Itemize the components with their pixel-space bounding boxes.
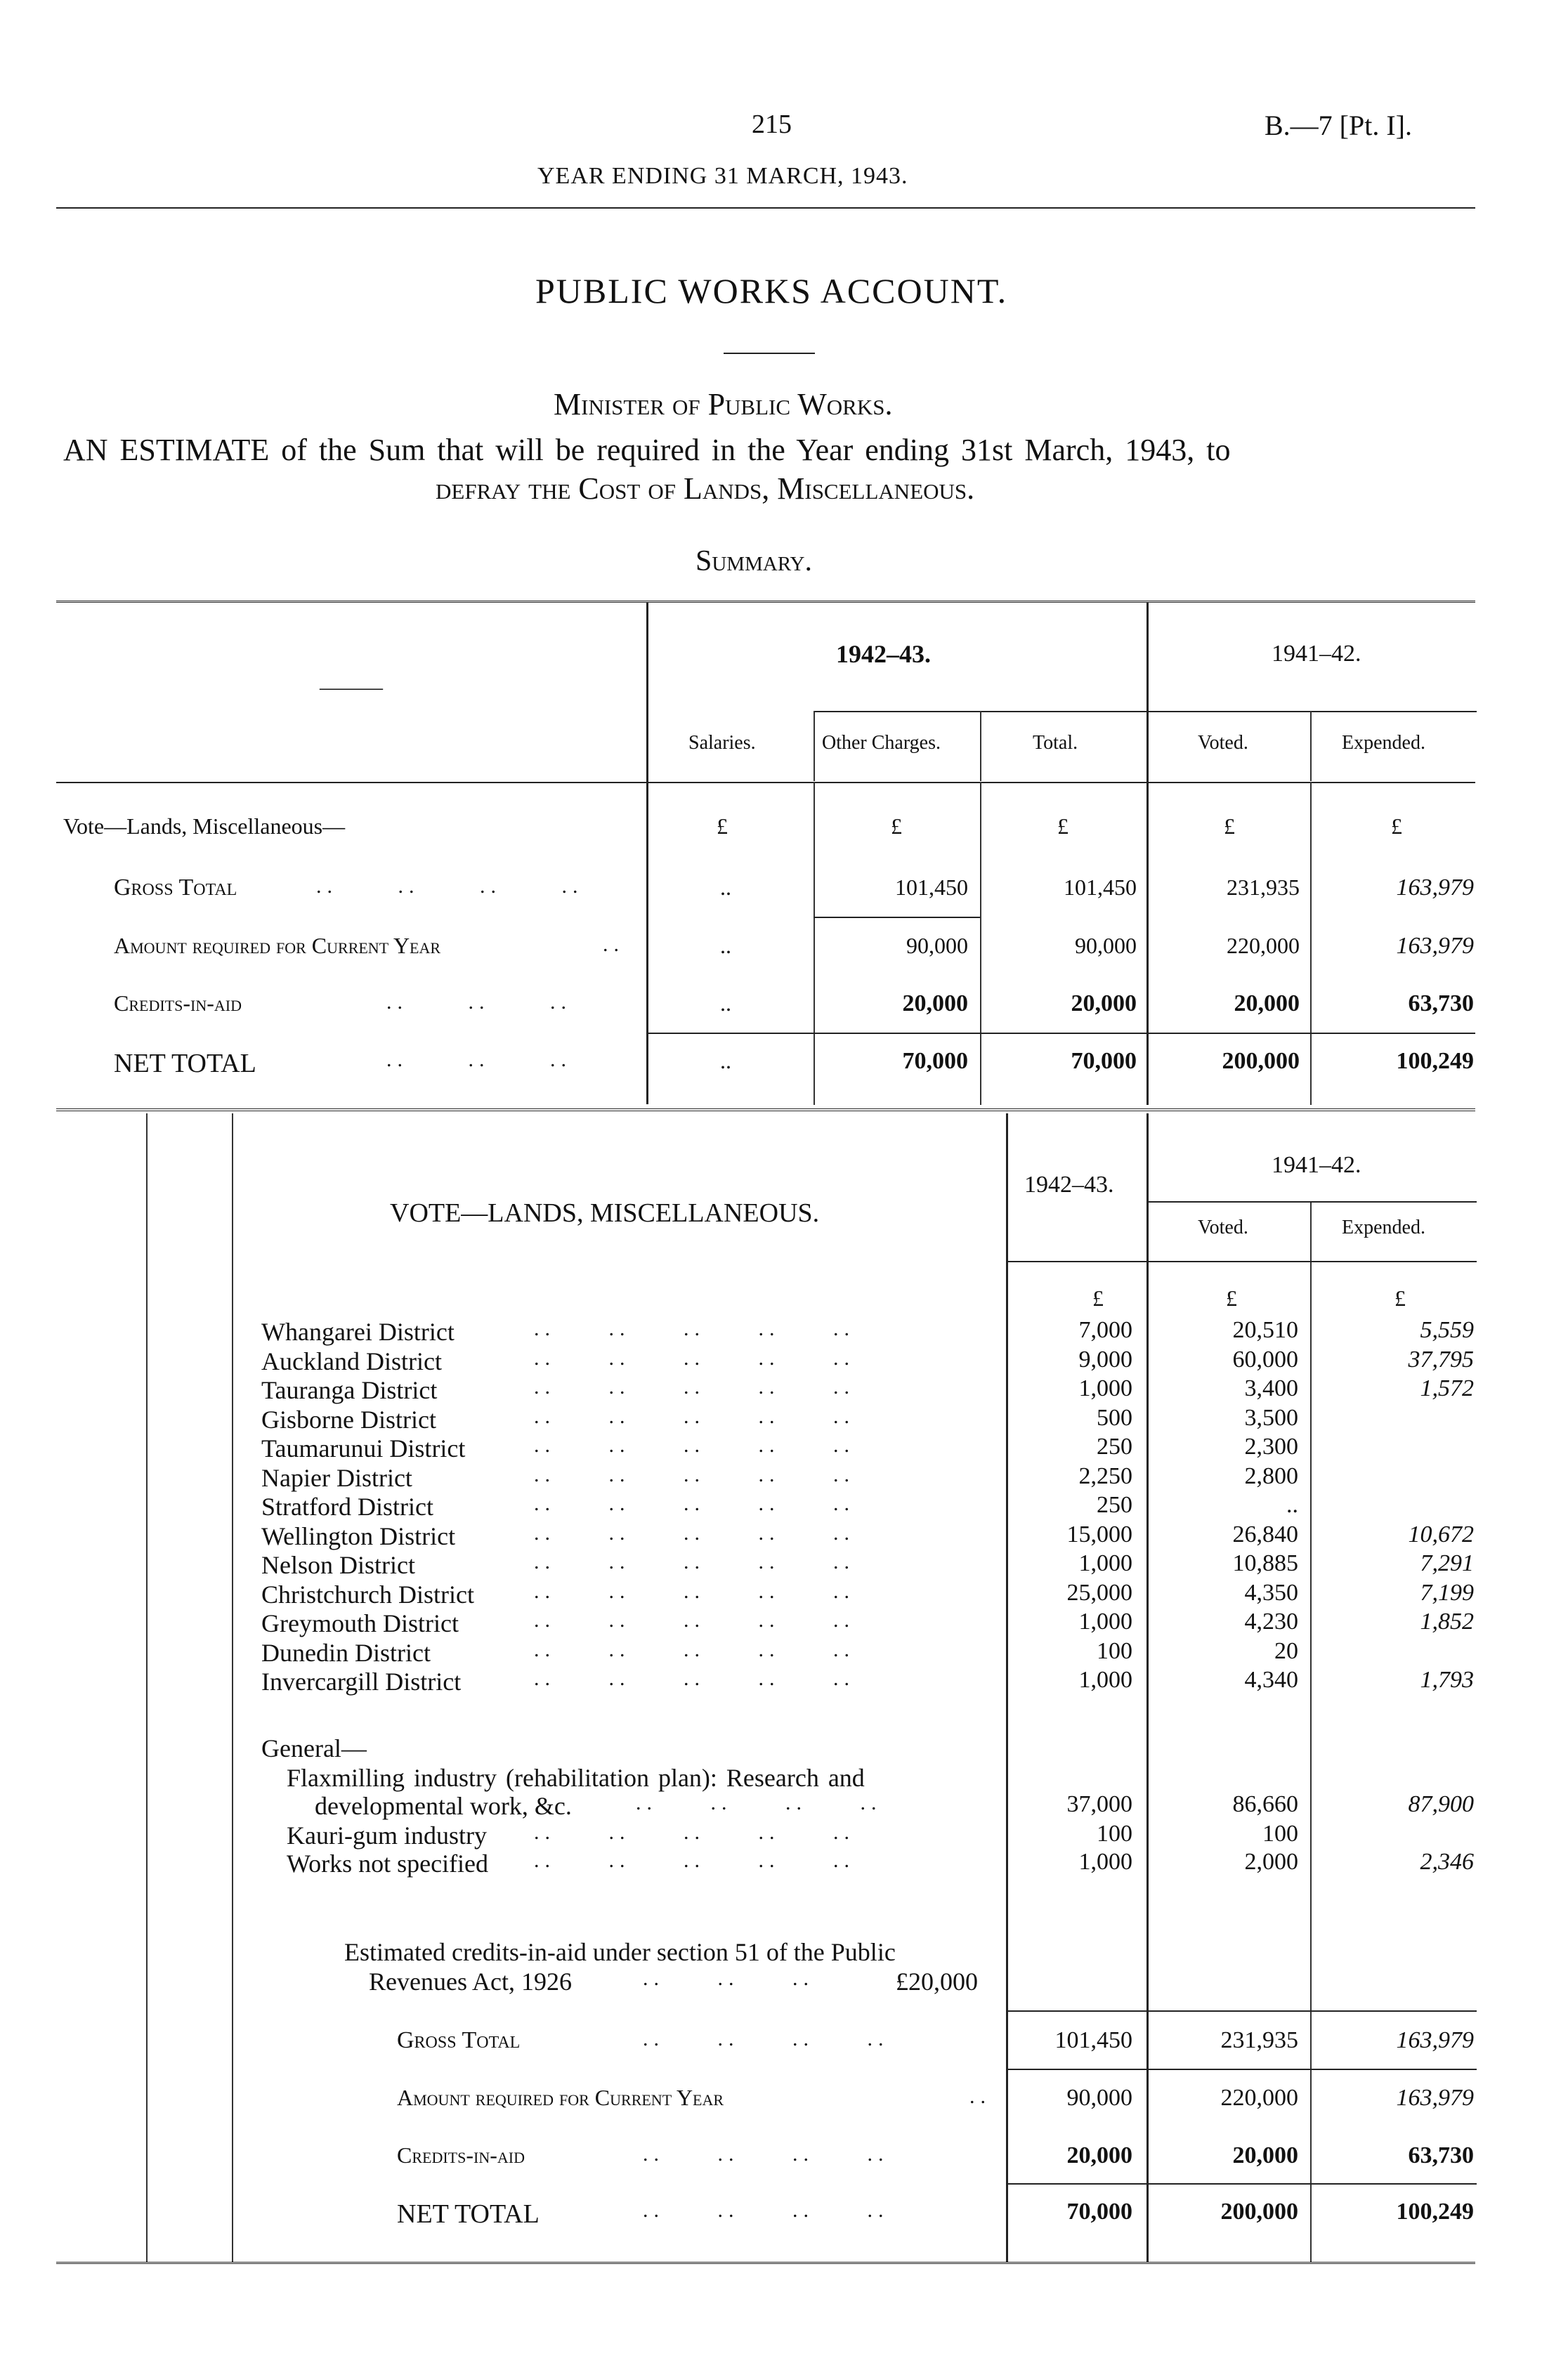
summary-year-current: 1942–43.	[836, 640, 931, 668]
district-current: 9,000	[1078, 1347, 1132, 1373]
kauri-current: 100	[1097, 1821, 1132, 1847]
expended-value: 163,979	[1396, 2085, 1474, 2111]
district-current: 1,000	[1078, 1667, 1132, 1693]
district-current: 25,000	[1066, 1580, 1132, 1606]
leader-dots: .. .. .. .. ..	[534, 1317, 855, 1340]
total-value: 20,000	[1071, 990, 1137, 1016]
kauri-voted: 100	[1262, 1821, 1298, 1847]
summary-header-rule	[56, 782, 1475, 783]
district-voted: 20,510	[1232, 1317, 1298, 1343]
row-label: Credits-in-aid	[114, 990, 242, 1016]
district-voted: 4,350	[1244, 1580, 1298, 1606]
other-value: 90,000	[906, 933, 968, 958]
leader-dots: .. .. .. ..	[316, 875, 584, 898]
credits-note-line-2: Revenues Act, 1926	[369, 1968, 572, 1996]
vote-header-rule	[1006, 1261, 1477, 1262]
district-current: 250	[1097, 1434, 1132, 1460]
vote-col-rule-1	[1006, 1113, 1008, 2262]
district-current: 1,000	[1078, 1375, 1132, 1401]
flax-current: 37,000	[1066, 1791, 1132, 1817]
district-name: Tauranga District	[261, 1376, 438, 1404]
district-name: Gisborne District	[261, 1406, 436, 1434]
district-voted: 60,000	[1232, 1347, 1298, 1373]
general-label: General—	[261, 1734, 367, 1762]
leader-dots: .. .. ..	[643, 1967, 814, 1990]
flax-line-2: developmental work, &c.	[315, 1792, 572, 1820]
leader-dots: .. .. .. .. ..	[534, 1849, 855, 1872]
flax-line-1: Flaxmilling industry (rehabilitation plan): Research and	[287, 1764, 865, 1792]
current-value: 70,000	[1066, 2199, 1132, 2225]
expended-value: 63,730	[1408, 2142, 1474, 2168]
leader-dots: .. .. .. ..	[643, 2142, 889, 2166]
district-current: 1,000	[1078, 1609, 1132, 1635]
district-name: Greymouth District	[261, 1609, 459, 1637]
total-value: 70,000	[1071, 1048, 1137, 1074]
total-value: 101,450	[1064, 875, 1137, 900]
summary-top-rule	[56, 601, 1475, 606]
current-value: 101,450	[1054, 2027, 1132, 2053]
summary-currency: £	[1391, 813, 1402, 839]
district-current: 2,250	[1078, 1463, 1132, 1489]
flax-expended: 87,900	[1408, 1791, 1474, 1817]
district-name: Dunedin District	[261, 1639, 431, 1667]
voted-value: 231,935	[1227, 875, 1300, 900]
leader-dots: .. .. .. .. ..	[534, 1638, 855, 1661]
district-voted: 10,885	[1232, 1550, 1298, 1576]
vote-year-rule	[1146, 1201, 1477, 1203]
summary-vote-label: Vote—Lands, Miscellaneous—	[63, 813, 346, 839]
vote-col-voted: Voted.	[1198, 1217, 1248, 1238]
district-expended: 1,793	[1420, 1667, 1474, 1693]
summary-col-rule-2	[980, 711, 981, 781]
leader-dots: .. .. ..	[386, 990, 572, 1014]
summary-year-rule-previous	[1146, 711, 1477, 712]
expended-value: 63,730	[1408, 990, 1474, 1016]
district-name: Auckland District	[261, 1347, 442, 1375]
vote-bottom-rule	[56, 2262, 1475, 2267]
summary-heading: Summary.	[695, 545, 813, 577]
vote-col-expended: Expended.	[1342, 1217, 1425, 1238]
district-name: Whangarei District	[261, 1318, 455, 1346]
other-value: 101,450	[895, 875, 968, 900]
summary-year-previous: 1941–42.	[1272, 641, 1361, 667]
vote-margin-rule-2	[232, 1113, 233, 2262]
voted-value: 220,000	[1227, 933, 1300, 958]
district-expended: 1,852	[1420, 1609, 1474, 1635]
summary-currency: £	[1224, 813, 1235, 839]
leader-dots: .. .. .. .. ..	[534, 1609, 855, 1632]
expended-value: 100,249	[1396, 2199, 1474, 2225]
leader-dots: .. .. .. .. ..	[534, 1580, 855, 1603]
header-rule	[56, 207, 1475, 209]
page-title: PUBLIC WORKS ACCOUNT.	[535, 271, 1008, 310]
other-value: 70,000	[902, 1048, 968, 1074]
total-value: 90,000	[1075, 933, 1137, 958]
vote-currency: £	[1226, 1285, 1237, 1311]
credits-note-amount: £20,000	[896, 1968, 978, 1996]
vote-margin-rule-1	[146, 1113, 148, 2262]
district-voted: 3,500	[1244, 1405, 1298, 1431]
leader-dots: .. .. .. .. ..	[534, 1550, 855, 1573]
district-expended: 37,795	[1408, 1347, 1474, 1373]
district-voted: 4,340	[1244, 1667, 1298, 1693]
summary-divider-mid	[1146, 603, 1149, 782]
vote-net-rule	[1006, 2183, 1477, 2185]
district-current: 15,000	[1066, 1521, 1132, 1547]
summary-col-rule-1	[814, 711, 815, 781]
vote-heading: VOTE—LANDS, MISCELLANEOUS.	[390, 1198, 820, 1228]
title-dash	[724, 353, 815, 354]
summary-col-expended: Expended.	[1342, 732, 1425, 754]
district-name: Stratford District	[261, 1493, 433, 1521]
district-voted: 2,800	[1244, 1463, 1298, 1489]
district-current: 500	[1097, 1405, 1132, 1431]
other-value: 20,000	[902, 990, 968, 1016]
expended-value: 163,979	[1396, 933, 1474, 959]
summary-currency: £	[717, 813, 728, 839]
vote-year-previous: 1941–42.	[1272, 1152, 1361, 1178]
document-reference: B.—7 [Pt. I].	[1265, 110, 1412, 141]
minister-line: Minister of Public Works.	[554, 387, 893, 421]
row-label: Gross Total	[397, 2027, 521, 2053]
estimate-line-1: AN ESTIMATE of the Sum that will be required in the Year ending 31st March, 1943, to	[63, 433, 1231, 467]
leader-dots: .. .. .. .. ..	[534, 1667, 855, 1690]
summary-body-rule-4	[1310, 782, 1312, 1105]
summary-currency: £	[1057, 813, 1069, 839]
district-name: Invercargill District	[261, 1668, 462, 1696]
summary-net-rule	[646, 1033, 1475, 1034]
expended-value: 100,249	[1396, 1048, 1474, 1074]
leader-dots: ..	[603, 933, 625, 956]
salaries-value: ..	[720, 990, 731, 1016]
leader-dots: .. .. .. .. ..	[534, 1434, 855, 1457]
expended-value: 163,979	[1396, 2027, 1474, 2053]
vote-totals-rule	[1006, 2010, 1477, 2012]
page-number: 215	[752, 110, 792, 139]
voted-value: 220,000	[1220, 2085, 1298, 2111]
voted-value: 200,000	[1222, 1048, 1300, 1074]
vote-col-rule-3	[1310, 1201, 1312, 2262]
leader-dots: .. .. .. ..	[636, 1791, 882, 1814]
current-value: 90,000	[1066, 2085, 1132, 2111]
row-label: Amount required for Current Year	[397, 2085, 724, 2110]
leader-dots: ..	[969, 2085, 991, 2108]
leader-dots: .. .. .. .. ..	[534, 1821, 855, 1844]
leader-dots: .. .. ..	[386, 1048, 572, 1071]
district-current: 250	[1097, 1492, 1132, 1518]
district-current: 100	[1097, 1638, 1132, 1664]
district-name: Christchurch District	[261, 1580, 474, 1609]
works-label: Works not specified	[287, 1850, 489, 1878]
summary-currency: £	[891, 813, 902, 839]
expended-value: 163,979	[1396, 875, 1474, 901]
district-voted: 4,230	[1244, 1609, 1298, 1635]
summary-stub-dash: ———	[320, 676, 383, 699]
leader-dots: .. .. .. ..	[643, 2027, 889, 2050]
vote-currency: £	[1092, 1285, 1104, 1311]
vote-top-rule	[56, 1108, 1475, 1115]
district-current: 1,000	[1078, 1550, 1132, 1576]
vote-col-rule-2	[1146, 1113, 1149, 2262]
district-voted: 26,840	[1232, 1521, 1298, 1547]
voted-value: 231,935	[1220, 2027, 1298, 2053]
leader-dots: .. .. .. .. ..	[534, 1521, 855, 1545]
leader-dots: .. .. .. .. ..	[534, 1347, 855, 1370]
district-name: Wellington District	[261, 1522, 456, 1550]
district-voted: 20	[1274, 1638, 1298, 1664]
row-label: NET TOTAL	[114, 1049, 256, 1078]
works-voted: 2,000	[1244, 1849, 1298, 1875]
leader-dots: .. .. .. .. ..	[534, 1405, 855, 1428]
district-expended: 5,559	[1420, 1317, 1474, 1343]
vote-year-current: 1942–43.	[1024, 1172, 1114, 1198]
district-name: Napier District	[261, 1464, 412, 1492]
salaries-value: ..	[720, 1048, 731, 1073]
works-expended: 2,346	[1420, 1849, 1474, 1875]
leader-dots: .. .. .. .. ..	[534, 1492, 855, 1515]
vote-totals-rule-2	[1006, 2069, 1477, 2070]
other-sum-rule	[814, 917, 980, 918]
row-label: NET TOTAL	[397, 2199, 540, 2229]
summary-col-voted: Voted.	[1198, 732, 1248, 754]
district-name: Taumarunui District	[261, 1434, 466, 1462]
district-expended: 7,199	[1420, 1580, 1474, 1606]
district-voted: 3,400	[1244, 1375, 1298, 1401]
voted-value: 20,000	[1232, 2142, 1298, 2168]
district-voted: ..	[1286, 1492, 1298, 1518]
works-current: 1,000	[1078, 1849, 1132, 1875]
flax-voted: 86,660	[1232, 1791, 1298, 1817]
salaries-value: ..	[720, 875, 731, 900]
summary-col-other: Other Charges.	[822, 732, 941, 754]
credits-note-line-1: Estimated credits-in-aid under section 51 of the Public	[344, 1938, 896, 1966]
current-value: 20,000	[1066, 2142, 1132, 2168]
leader-dots: .. .. .. .. ..	[534, 1463, 855, 1486]
district-expended: 1,572	[1420, 1375, 1474, 1401]
district-voted: 2,300	[1244, 1434, 1298, 1460]
salaries-value: ..	[720, 933, 731, 958]
voted-value: 200,000	[1220, 2199, 1298, 2225]
district-expended: 7,291	[1420, 1550, 1474, 1576]
summary-col-total: Total.	[1033, 732, 1078, 754]
year-ending-line: YEAR ENDING 31 MARCH, 1943.	[537, 163, 908, 189]
row-label: Gross Total	[114, 875, 237, 901]
district-current: 7,000	[1078, 1317, 1132, 1343]
district-expended: 10,672	[1408, 1521, 1474, 1547]
row-label: Amount required for Current Year	[114, 933, 441, 958]
summary-col-rule-3	[1310, 711, 1312, 781]
vote-currency: £	[1394, 1285, 1406, 1311]
district-name: Nelson District	[261, 1551, 415, 1579]
row-label: Credits-in-aid	[397, 2142, 525, 2168]
leader-dots: .. .. .. .. ..	[534, 1375, 855, 1399]
leader-dots: .. .. .. ..	[643, 2199, 889, 2222]
estimate-line-2: defray the Cost of Lands, Miscellaneous.	[436, 471, 975, 506]
kauri-label: Kauri-gum industry	[287, 1821, 487, 1850]
summary-body-rule-2	[980, 782, 981, 1105]
voted-value: 20,000	[1234, 990, 1300, 1016]
summary-col-salaries: Salaries.	[688, 732, 756, 754]
summary-body-rule-3	[1146, 782, 1149, 1105]
